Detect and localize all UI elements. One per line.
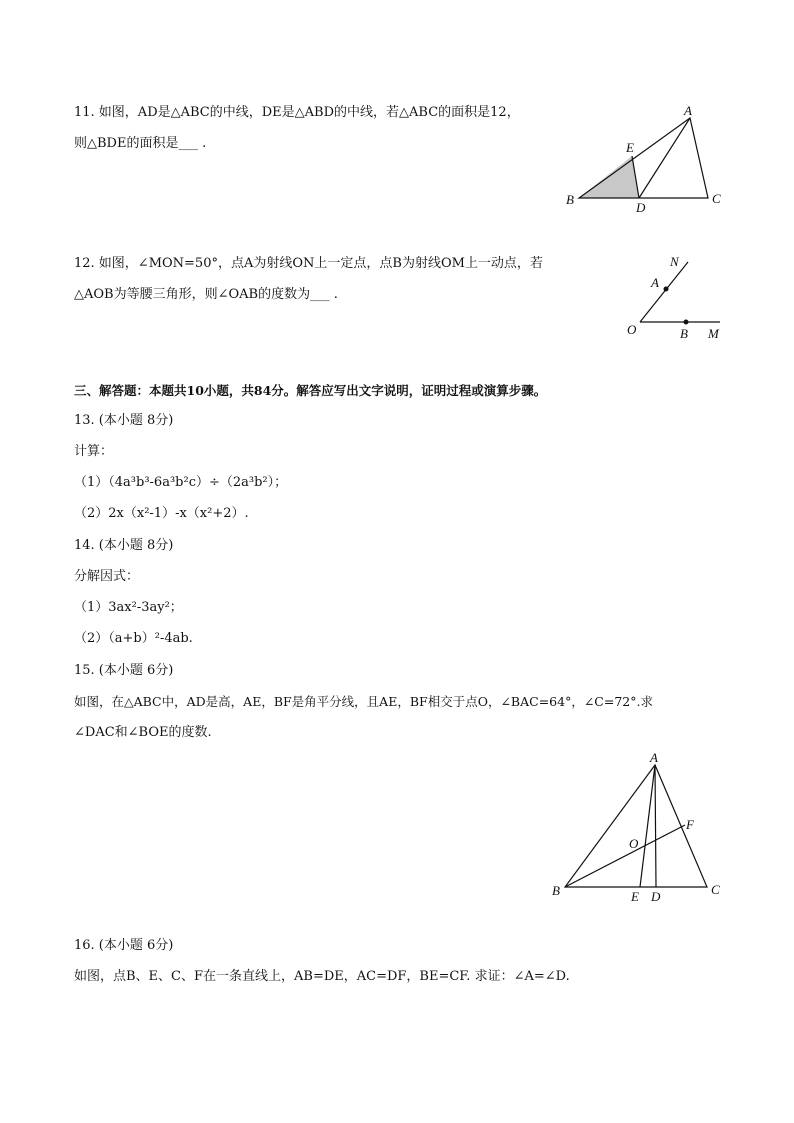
q13-part1: （1）（4a³b³-6a³b²c）÷（2a³b²）； bbox=[74, 475, 288, 490]
q13-intro: 计算： bbox=[74, 444, 114, 459]
q12-point-a bbox=[664, 287, 669, 292]
q12-text-line2: △AOB为等腰三角形，则∠OAB的度数为___ . bbox=[74, 287, 338, 302]
q11-text-line1: 11. 如图，AD是△ABC的中线，DE是△ABD的中线，若△ABC的面积是12， bbox=[74, 105, 520, 120]
q12-label-a: A bbox=[651, 275, 659, 290]
q14-title: 14. (本小题 8分) bbox=[74, 538, 174, 553]
q11-label-a: A bbox=[684, 103, 692, 118]
q15-text-line2: ∠DAC和∠BOE的度数. bbox=[74, 725, 212, 740]
q14-part2: （2）（a+b）²-4ab. bbox=[74, 631, 193, 646]
q15-label-a: A bbox=[650, 750, 658, 765]
q15-altitude-ad bbox=[655, 765, 656, 887]
q15-triangle-figure bbox=[545, 745, 735, 910]
q13-title: 13. (本小题 8分) bbox=[74, 413, 174, 428]
q16-text-line1: 如图，点B、E、C、F在一条直线上，AB=DE，AC=DF，BE=CF. 求证：∠A=∠D. bbox=[74, 969, 570, 984]
q12-point-b bbox=[684, 320, 689, 325]
q14-intro: 分解因式： bbox=[74, 569, 140, 584]
q12-ray-on bbox=[640, 262, 688, 322]
q13-part2: （2）2x（x²-1）-x（x²+2）. bbox=[74, 506, 249, 521]
q12-label-m: M bbox=[708, 326, 719, 341]
q16-title: 16. (本小题 6分) bbox=[74, 938, 174, 953]
q14-part1: （1）3ax²-3ay²； bbox=[74, 600, 183, 615]
q15-label-c: C bbox=[711, 882, 720, 897]
q11-label-d: D bbox=[636, 200, 646, 215]
q15-bisector-ae bbox=[640, 765, 655, 887]
section-3-heading: 三、解答题：本题共10小题，共84分。解答应写出文字说明，证明过程或演算步骤。 bbox=[74, 383, 547, 398]
q11-triangle-figure bbox=[560, 100, 730, 220]
q11-label-e: E bbox=[626, 140, 634, 155]
q15-label-b: B bbox=[552, 883, 560, 898]
q15-label-f: F bbox=[686, 817, 694, 832]
q11-median-ad bbox=[639, 118, 690, 198]
q15-label-o: O bbox=[629, 836, 639, 851]
q11-label-c: C bbox=[712, 191, 721, 206]
q15-label-d: D bbox=[651, 889, 661, 904]
q12-label-o: O bbox=[627, 322, 637, 337]
q12-text-line1: 12. 如图，∠MON=50°，点A为射线ON上一定点，点B为射线OM上一动点，若 bbox=[74, 256, 543, 271]
q12-label-n: N bbox=[670, 254, 679, 269]
q11-label-b: B bbox=[566, 192, 574, 207]
q15-title: 15. (本小题 6分) bbox=[74, 663, 174, 678]
q11-text-line2: 则△BDE的面积是___ . bbox=[74, 136, 207, 151]
q15-text-line1: 如图，在△ABC中，AD是高，AE，BF是角平分线，且AE，BF相交于点O，∠BAC=64°，∠C=72°.求 bbox=[74, 694, 653, 709]
q15-bisector-bf bbox=[565, 825, 685, 887]
q12-angle-figure bbox=[620, 252, 730, 344]
q15-label-e: E bbox=[631, 889, 639, 904]
q12-label-b: B bbox=[680, 326, 688, 341]
